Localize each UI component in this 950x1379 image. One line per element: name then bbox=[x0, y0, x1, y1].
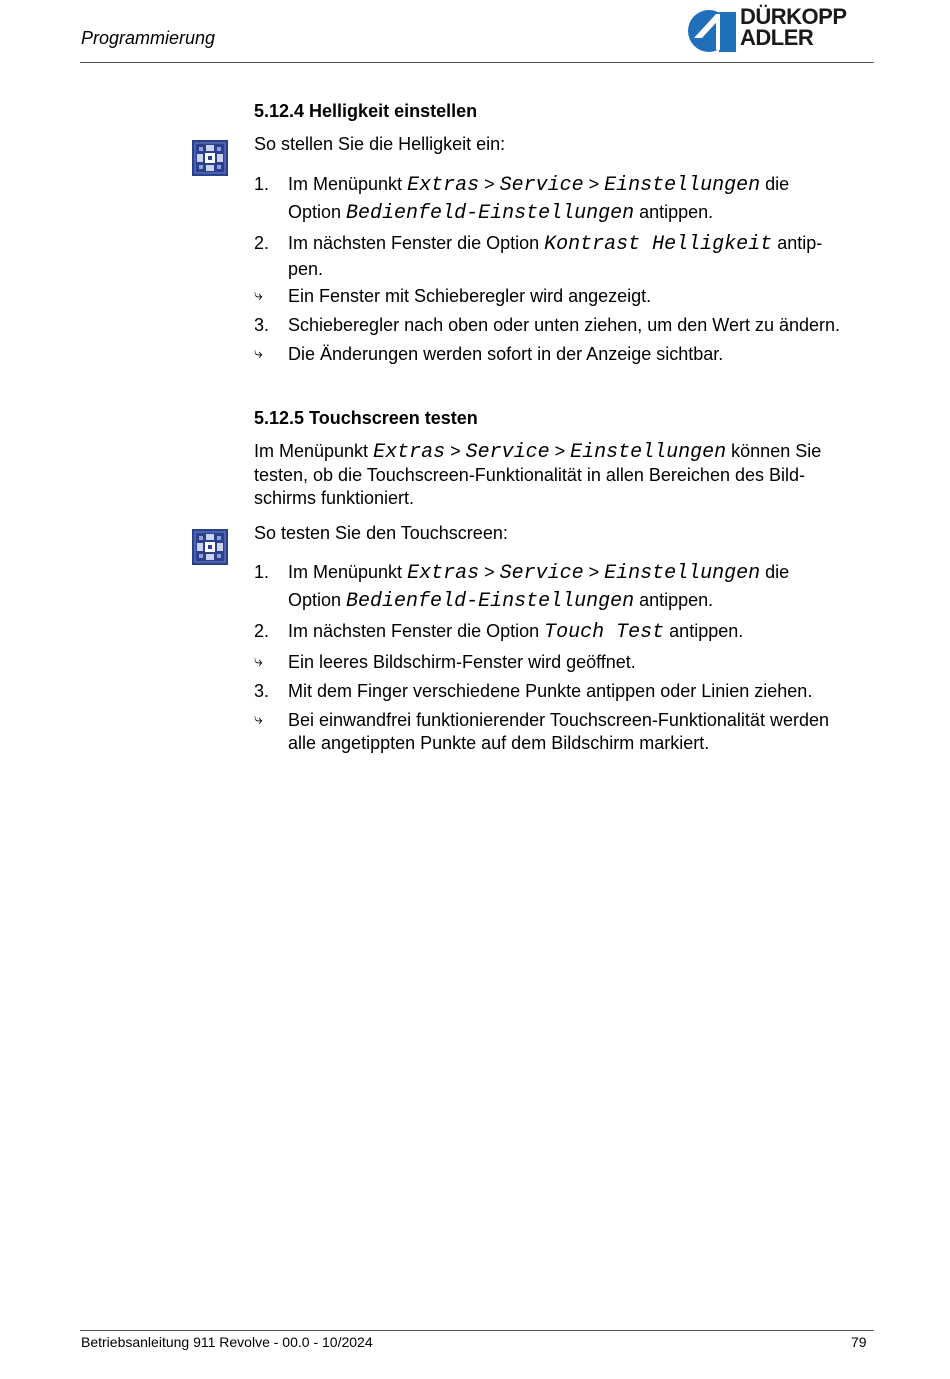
step-text: antippen. bbox=[664, 621, 744, 641]
settings-panel-icon bbox=[192, 140, 228, 176]
section1-intro: So stellen Sie die Helligkeit ein: bbox=[254, 134, 506, 154]
menu-extras: Extras bbox=[407, 174, 480, 197]
option-touch-test: Touch Test bbox=[544, 621, 665, 644]
separator: > bbox=[583, 174, 605, 194]
option-bedienfeld: Bedienfeld-Einstellungen bbox=[346, 590, 635, 613]
step-text: Mit dem Finger verschiedene Punkte antippen oder Linien ziehen. bbox=[288, 681, 813, 701]
logo-line-2: ADLER bbox=[740, 25, 814, 50]
header-divider bbox=[80, 62, 874, 63]
option-bedienfeld: Bedienfeld-Einstellungen bbox=[346, 202, 635, 225]
step-number: 1. bbox=[254, 562, 270, 582]
menu-extras: Extras bbox=[407, 562, 480, 585]
intro-text: können Sie bbox=[726, 441, 822, 461]
step-text: Schieberegler nach oben oder unten ziehen, um den Wert zu ändern. bbox=[288, 315, 841, 335]
result-text: Die Änderungen werden sofort in der Anzeige sichtbar. bbox=[288, 344, 724, 364]
section2-intro2: So testen Sie den Touchscreen: bbox=[254, 523, 508, 543]
menu-service: Service bbox=[465, 441, 550, 464]
intro-text: Im Menüpunkt bbox=[254, 441, 374, 461]
intro-text: schirms funktioniert. bbox=[254, 488, 415, 508]
separator: > bbox=[479, 174, 500, 194]
footer-divider bbox=[80, 1330, 874, 1331]
separator: > bbox=[479, 562, 500, 582]
result-arrow-icon: ⤷ bbox=[254, 653, 263, 670]
step-number: 2. bbox=[254, 233, 270, 253]
section-heading-touchscreen: 5.12.5 Touchscreen testen bbox=[254, 408, 478, 428]
step-text: pen. bbox=[288, 259, 324, 279]
result-text: Ein Fenster mit Schieberegler wird angezeigt. bbox=[288, 286, 652, 306]
step-text: Im nächsten Fenster die Option bbox=[288, 621, 545, 641]
page-header-title: Programmierung bbox=[81, 28, 216, 48]
logo-mark-icon bbox=[686, 8, 738, 54]
separator: > bbox=[549, 441, 571, 461]
step-text: antippen. bbox=[634, 202, 714, 222]
separator: > bbox=[445, 441, 466, 461]
settings-panel-icon bbox=[192, 529, 228, 565]
step-text: Im Menüpunkt bbox=[288, 174, 408, 194]
menu-extras: Extras bbox=[373, 441, 446, 464]
step-text: antippen. bbox=[634, 590, 714, 610]
step-number: 3. bbox=[254, 681, 270, 701]
menu-service: Service bbox=[499, 562, 584, 585]
separator: > bbox=[583, 562, 605, 582]
menu-einstellungen: Einstellungen bbox=[604, 562, 761, 585]
step-number: 3. bbox=[254, 315, 270, 335]
step-text: die bbox=[760, 174, 790, 194]
page-number: 79 bbox=[851, 1334, 867, 1350]
result-arrow-icon: ⤷ bbox=[254, 287, 263, 304]
step-text: antip- bbox=[772, 233, 823, 253]
logo-line-1: DÜRKOPP bbox=[740, 4, 847, 29]
step-text: Im Menüpunkt bbox=[288, 562, 408, 582]
step-text: Option bbox=[288, 202, 347, 222]
section-heading-helligkeit: 5.12.4 Helligkeit einstellen bbox=[254, 101, 478, 121]
result-text: alle angetippten Punkte auf dem Bildschirm markiert. bbox=[288, 733, 710, 753]
step-text: Im nächsten Fenster die Option bbox=[288, 233, 545, 253]
step-text: die bbox=[760, 562, 790, 582]
step-number: 1. bbox=[254, 174, 270, 194]
menu-einstellungen: Einstellungen bbox=[570, 441, 727, 464]
menu-einstellungen: Einstellungen bbox=[604, 174, 761, 197]
section2-intro bbox=[254, 440, 874, 510]
option-kontrast-helligkeit: Kontrast Helligkeit bbox=[544, 233, 773, 256]
result-arrow-icon: ⤷ bbox=[254, 711, 263, 728]
menu-service: Service bbox=[499, 174, 584, 197]
intro-text: testen, ob die Touchscreen-Funktionalität in allen Bereichen des Bild- bbox=[254, 465, 805, 485]
footer-document-info: Betriebsanleitung 911 Revolve - 00.0 - 10/2024 bbox=[81, 1334, 373, 1350]
step-text: Option bbox=[288, 590, 347, 610]
duerkopp-adler-logo bbox=[686, 6, 876, 56]
step-number: 2. bbox=[254, 621, 270, 641]
result-arrow-icon: ⤷ bbox=[254, 345, 263, 362]
result-text: Ein leeres Bildschirm-Fenster wird geöffnet. bbox=[288, 652, 636, 672]
result-text: Bei einwandfrei funktionierender Touchscreen-Funktionalität werden bbox=[288, 710, 829, 730]
